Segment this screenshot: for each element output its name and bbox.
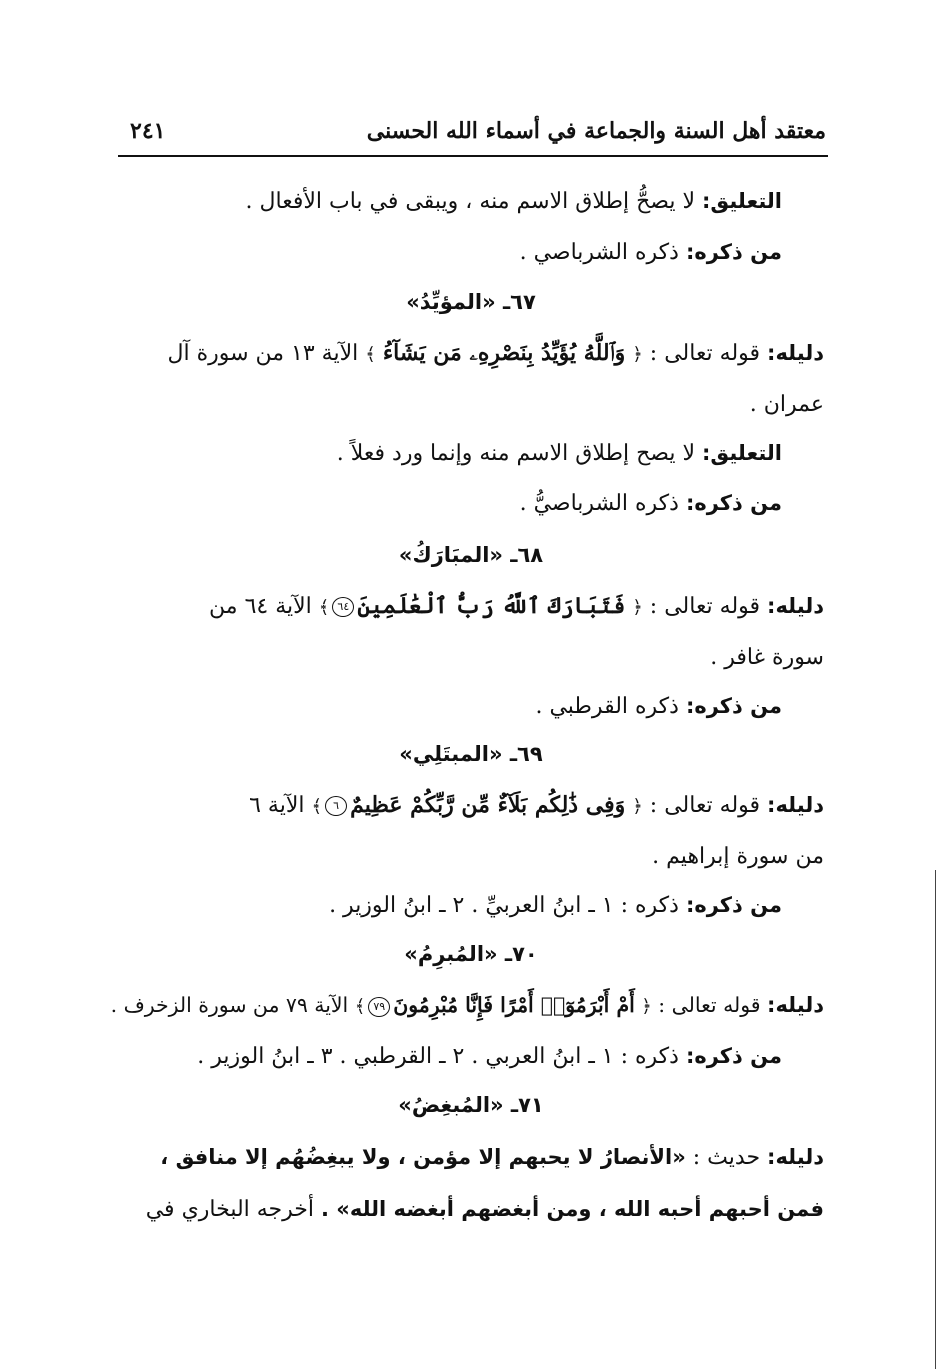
ayah-number-mark: ٦٤ <box>332 597 354 617</box>
evidence-intro: حديث : <box>685 1145 768 1170</box>
mentioned-label: من ذكره: <box>685 1044 782 1068</box>
evidence-after: الآية ٦٤ من <box>209 594 319 619</box>
verse-open-bracket: ﴿ <box>632 597 643 618</box>
entry-heading-71: ٧١ـ «المُبغِضُ» <box>398 1093 544 1117</box>
entry-heading-69: ٦٩ـ «المبتَلِي» <box>399 742 543 766</box>
comment-text: لا يصحُّ إطلاق الاسم منه ، ويبقى في باب الأفعال . <box>245 189 703 214</box>
header-rule <box>118 155 828 157</box>
mentioned-label: من ذكره: <box>685 694 782 718</box>
mentioned-line-67 <box>520 488 782 519</box>
mentioned-line-68 <box>535 691 782 722</box>
evidence-line-69 <box>249 790 824 822</box>
mentioned-text: ذكره الشرباصيُّ . <box>519 491 686 516</box>
evidence-line-71 <box>160 1142 824 1173</box>
mentioned-text: ذكره : ١ ـ ابنُ العربي . ٢ ـ القرطبي . ٣ ـ ابنُ الوزير . <box>197 1044 686 1069</box>
mentioned-line-70 <box>197 1041 782 1072</box>
verse-open-bracket: ﴿ <box>641 996 652 1017</box>
running-title: معتقد أهل السنة والجماعة في أسماء الله الحسنى <box>366 118 826 144</box>
entry-heading-70: ٧٠ـ «المُبرِمُ» <box>404 942 538 966</box>
evidence-line-68 <box>209 591 824 623</box>
mentioned-label: من ذكره: <box>685 240 782 264</box>
mentioned-text: ذكره القرطبي . <box>535 694 686 719</box>
comment-text: لا يصح إطلاق الاسم منه وإنما ورد فعلاً . <box>336 441 703 466</box>
evidence-after: الآية ٦ <box>249 793 312 818</box>
evidence-label: دليله: <box>767 594 824 618</box>
evidence-intro: قوله تعالى : <box>651 993 768 1017</box>
mentioned-line <box>520 237 782 268</box>
evidence-label: دليله: <box>767 993 824 1017</box>
evidence-intro: قوله تعالى : <box>642 793 768 818</box>
mentioned-text: ذكره : ١ ـ ابنُ العربيِّ . ٢ ـ ابنُ الوزير . <box>329 893 686 918</box>
hadith-text-line2: فمن أحبهم أحبه الله ، ومن أبغضهم أبغضه الله» . <box>321 1197 824 1221</box>
verse-close-bracket: ﴾ <box>318 597 330 618</box>
mentioned-line-69 <box>329 890 782 921</box>
page-number: ٢٤١ <box>130 118 166 144</box>
quran-verse: وَفِى ذَٰلِكُم بَلَآءٌ مِّن رَّبِّكُمْ عَظِيمٌ <box>350 792 626 818</box>
mentioned-label: من ذكره: <box>685 893 782 917</box>
comment-line <box>246 186 782 217</box>
evidence-after: الآية ٧٩ من سورة الزخرف . <box>110 993 355 1017</box>
verse-close-bracket: ﴾ <box>365 344 376 365</box>
comment-label: التعليق: <box>702 441 782 465</box>
evidence-label: دليله: <box>767 1145 824 1169</box>
ayah-number-mark: ٦ <box>325 796 347 816</box>
hadith-source: أخرجه البخاري في <box>145 1197 321 1222</box>
entry-heading-67: ٦٧ـ «المؤيِّدُ» <box>406 290 536 314</box>
evidence-cont-67: عمران . <box>749 392 824 417</box>
comment-label: التعليق: <box>702 189 782 213</box>
ayah-number-mark: ٧٩ <box>368 997 390 1017</box>
evidence-label: دليله: <box>767 341 824 365</box>
mentioned-label: من ذكره: <box>685 491 782 515</box>
hadith-line-2 <box>146 1194 824 1225</box>
verse-open-bracket: ﴿ <box>632 344 643 365</box>
evidence-line-67 <box>167 338 824 370</box>
page-header <box>120 118 826 152</box>
mentioned-text: ذكره الشرباصي . <box>519 240 686 265</box>
evidence-cont-68: سورة غافر . <box>710 645 824 670</box>
quran-verse: فَتَبَارَكَ ٱللَّهُ رَبُّ ٱلْعَٰلَمِينَ <box>357 593 626 619</box>
hadith-text-line1: «الأنصارُ لا يحبهم إلا مؤمن ، ولا يبغِضُهُم إلا منافق ، <box>160 1145 686 1169</box>
quran-verse: وَٱللَّهُ يُؤَيِّدُ بِنَصْرِهِۦ مَن يَشَآءُ <box>382 340 626 366</box>
evidence-line-70 <box>111 990 824 1022</box>
verse-close-bracket: ﴾ <box>311 796 323 817</box>
evidence-cont-69: من سورة إبراهيم . <box>652 844 824 869</box>
entry-heading-68: ٦٨ـ «المبَارَكُ» <box>398 543 544 567</box>
evidence-intro: قوله تعالى : <box>642 594 768 619</box>
quran-verse: أَمْ أَبْرَمُوٓا۟ أَمْرًا فَإِنَّا مُبْرِمُونَ <box>393 993 635 1017</box>
evidence-intro: قوله تعالى : <box>642 341 768 366</box>
evidence-after: الآية ١٣ من سورة آل <box>167 341 366 366</box>
evidence-label: دليله: <box>767 793 824 817</box>
verse-close-bracket: ﴾ <box>354 996 366 1017</box>
comment-line-67 <box>337 438 782 469</box>
verse-open-bracket: ﴿ <box>632 796 643 817</box>
